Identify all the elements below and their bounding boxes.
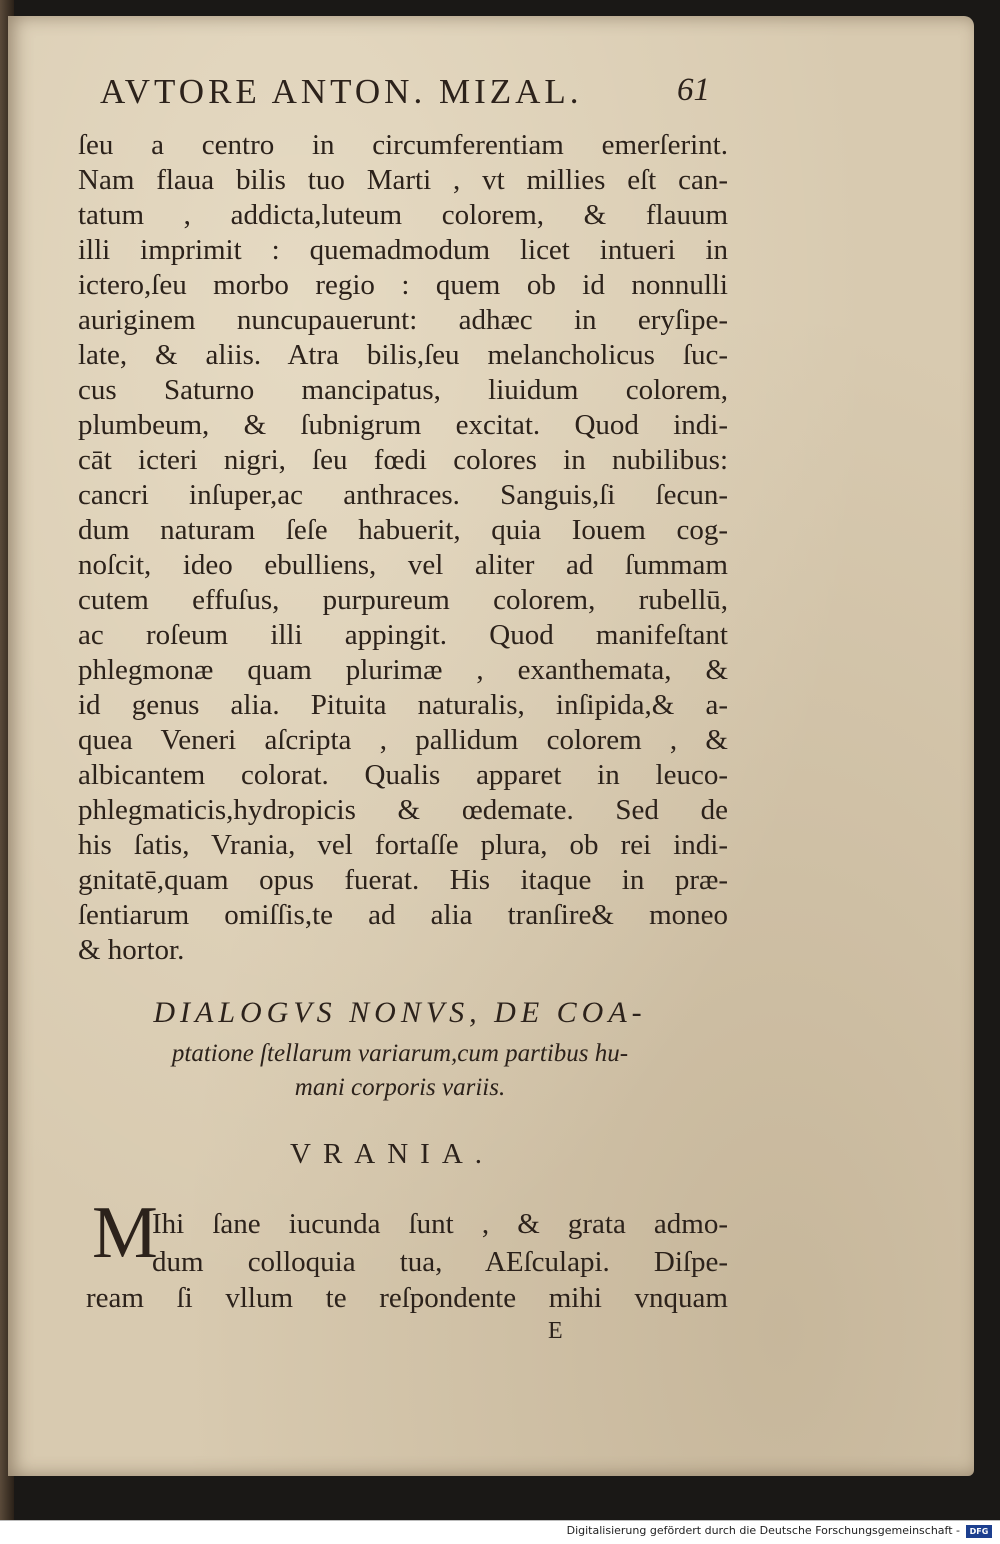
text-line: ac roſeum illi appingit. Quod manifeſtant (78, 619, 728, 651)
text-line: cāt icteri nigri, ſeu fœdi colores in nubilibus: (78, 444, 728, 476)
text-line: noſcit, ideo ebulliens, vel aliter ad ſummam (78, 549, 728, 581)
text-line: cancri inſuper,ac anthraces. Sanguis,ſi ſecun- (78, 479, 728, 511)
text-line: phlegmaticis,hydropicis & œdemate. Sed de (78, 794, 728, 826)
paragraph2-line: ream ſi vllum te reſpondente mihi vnquam (86, 1282, 728, 1314)
running-head-title: AVTORE ANTON. MIZAL. (100, 72, 583, 111)
dialogue-heading-line3: mani corporis variis. (294, 1074, 506, 1101)
dfg-logo: DFG (966, 1525, 992, 1538)
text-line: dum naturam ſeſe habuerit, quia Iouem cog- (78, 514, 728, 546)
text-line: phlegmonæ quam plurimæ , exanthemata, & (78, 654, 728, 686)
paragraph2-line: dum colloquia tua, AEſculapi. Diſpe- (152, 1246, 728, 1278)
text-line: his ſatis, Vrania, vel fortaſſe plura, ob rei indi- (78, 829, 728, 861)
text-line: cus Saturno mancipatus, liuidum colorem, (78, 374, 728, 406)
text-line: ictero,ſeu morbo regio : quem ob id nonnulli (78, 269, 728, 301)
text-line: quea Veneri aſcripta , pallidum colorem , & (78, 724, 728, 756)
footer-bar (0, 1520, 1000, 1544)
text-line: plumbeum, & ſubnigrum excitat. Quod indi- (78, 409, 728, 441)
dialogue-heading-line1: DIALOGVS NONVS, DE COA- (153, 996, 647, 1029)
text-line: ſentiarum omiſſis,te ad alia tranſire& moneo (78, 899, 728, 931)
speaker-name: VRANIA. (290, 1138, 495, 1170)
text-line: late, & aliis. Atra bilis,ſeu melancholicus ſuc- (78, 339, 728, 371)
text-line: & hortor. (78, 934, 185, 966)
text-line: Nam flaua bilis tuo Marti , vt millies eſt can- (78, 164, 728, 196)
text-line: cutem effuſus, purpureum colorem, rubellū, (78, 584, 728, 616)
page-number: 61 (677, 72, 710, 108)
text-line: illi imprimit : quemadmodum licet intueri in (78, 234, 728, 266)
running-head (100, 70, 710, 116)
footer-credit: Digitalisierung gefördert durch die Deutsche Forschungsgemeinschaft - (566, 1524, 960, 1537)
paragraph2-line: Ihi ſane iucunda ſunt , & grata admo- (152, 1208, 728, 1240)
text-line: ſeu a centro in circumferentiam emerſerint. (78, 129, 728, 161)
text-line: tatum , addicta,luteum colorem, & flauum (78, 199, 728, 231)
text-line: id genus alia. Pituita naturalis, inſipida,& a- (78, 689, 728, 721)
text-line: gnitatē,quam opus fuerat. His itaque in præ- (78, 864, 728, 896)
text-line: auriginem nuncupauerunt: adhæc in eryſipe- (78, 304, 728, 336)
drop-cap: M (92, 1192, 158, 1274)
text-line: albicantem colorat. Qualis apparet in leuco- (78, 759, 728, 791)
signature-mark: E (548, 1318, 563, 1344)
dialogue-heading-line2: ptatione ſtellarum variarum,cum partibus hu- (171, 1040, 629, 1067)
